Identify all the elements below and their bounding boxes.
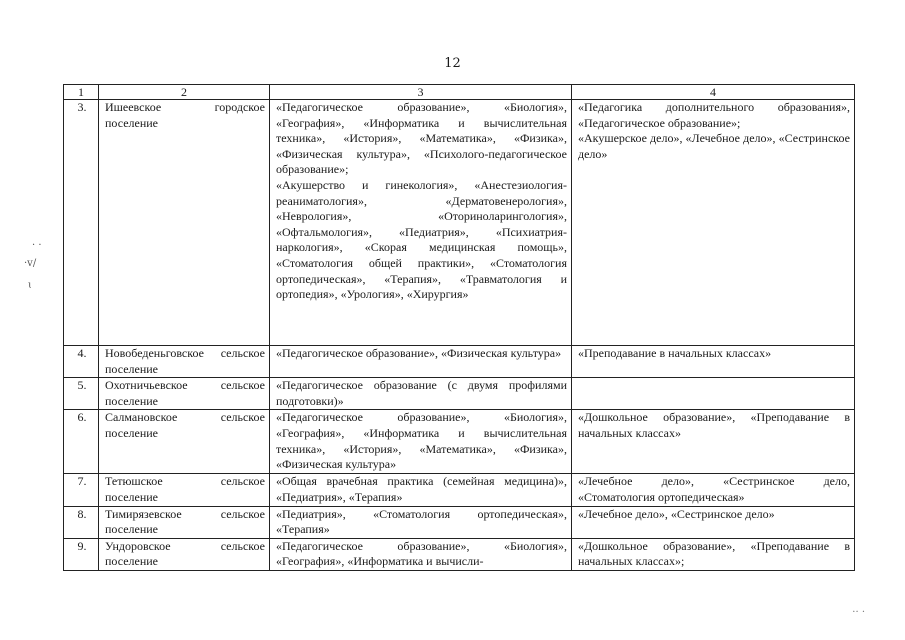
specialties-cell (270, 100, 572, 346)
specialty-paragraph: «Педагогическое образование», «Биология», «География», «Информатика и вычислительная техника», «История», «Математика», «Физика», «Физическая культура» (276, 410, 567, 472)
row-number-cell: 9. (64, 538, 99, 570)
specialty-paragraph: «Преподавание в начальных классах» (578, 346, 772, 360)
additional-specialties-cell (572, 100, 855, 346)
specialty-paragraph: «Дошкольное образование», «Преподавание в начальных классах» (578, 410, 850, 440)
row-number-cell: 8. (64, 506, 99, 538)
specialty-paragraph: «Акушерство и гинекология», «Анестезиология-реаниматология», «Дерматовенерология», «Неврология», «Оториноларингология», «Офтальмология», «Педиатрия», «Психиатрия-наркология», «Скорая медицинская помощь», «Стоматология общей практики», «Стоматология ортопедическая», «Терапия», «Травматология и ортопедия», «Урология», «Хирургия» (276, 177, 567, 302)
table-row (64, 410, 855, 474)
specialty-paragraph: «Педиатрия», «Стоматология ортопедическая», «Терапия» (276, 506, 567, 537)
specialty-paragraph: «Педагогическое образование», «Биология», «География», «Информатика и вычисли- (276, 538, 567, 569)
table-row (64, 506, 855, 538)
settlements-table (63, 84, 855, 571)
table-row (64, 378, 855, 410)
table-header-row (64, 85, 855, 100)
specialties-cell (270, 538, 572, 570)
additional-specialties-cell (572, 410, 855, 474)
specialty-paragraph: «Общая врачебная практика (семейная медицина)», «Педиатрия», «Терапия» (276, 474, 567, 504)
additional-specialties-cell (572, 506, 855, 538)
specialty-paragraph: «Педагогическое образование (с двумя профилями подготовки)» (276, 378, 567, 408)
specialties-cell (270, 474, 572, 506)
additional-specialties-cell (572, 538, 855, 570)
row-number-cell: 6. (64, 410, 99, 474)
specialty-paragraph: «Лечебное дело», «Сестринское дело» (578, 506, 775, 521)
specialties-cell (270, 506, 572, 538)
table-row (64, 538, 855, 570)
scan-marks: · · ·ⅴ/ ɩ (24, 240, 42, 291)
settlement-cell: Тимирязевское сельское поселение (99, 506, 270, 538)
settlement-cell: Ишеевское городское поселение (99, 100, 270, 346)
header-cell: 3 (270, 85, 572, 100)
specialty-paragraph: «Дошкольное образование», «Преподавание в начальных классах»; (578, 538, 850, 569)
header-cell: 4 (572, 85, 855, 100)
settlement-cell: Ундоровское сельское поселение (99, 538, 270, 570)
table-row (64, 474, 855, 506)
settlement-cell: Охотничьевское сельское поселение (99, 378, 270, 410)
additional-specialties-cell (572, 378, 855, 410)
row-number-cell: 4. (64, 346, 99, 378)
specialty-paragraph: «Акушерское дело», «Лечебное дело», «Сестринское дело» (578, 131, 850, 161)
specialties-cell (270, 346, 572, 378)
settlement-cell: Салмановское сельское поселение (99, 410, 270, 474)
specialty-paragraph: «Педагогика дополнительного образования», «Педагогическое образование»; (578, 100, 850, 130)
settlement-cell: Тетюшское сельское поселение (99, 474, 270, 506)
specialties-cell (270, 410, 572, 474)
specialties-cell (270, 378, 572, 410)
page-number: 12 (444, 56, 461, 71)
table-row (64, 100, 855, 346)
row-number-cell: 7. (64, 474, 99, 506)
specialty-paragraph: «Педагогическое образование», «Физическая культура» (276, 346, 562, 360)
header-cell: 1 (64, 85, 99, 100)
header-cell: 2 (99, 85, 270, 100)
additional-specialties-cell (572, 346, 855, 378)
row-number-cell: 5. (64, 378, 99, 410)
specialty-paragraph: «Педагогическое образование», «Биология», «География», «Информатика и вычислительная техника», «История», «Математика», «Физика», «Физическая культура», «Психолого-педагогическое образование»; (276, 100, 567, 177)
scan-corner-marks: ·· · (852, 607, 865, 618)
table-row (64, 346, 855, 378)
row-number-cell: 3. (64, 100, 99, 346)
settlement-cell: Новобеденьговское сельское поселение (99, 346, 270, 378)
additional-specialties-cell (572, 474, 855, 506)
specialty-paragraph: «Лечебное дело», «Сестринское дело, «Стоматология ортопедическая» (578, 474, 850, 504)
